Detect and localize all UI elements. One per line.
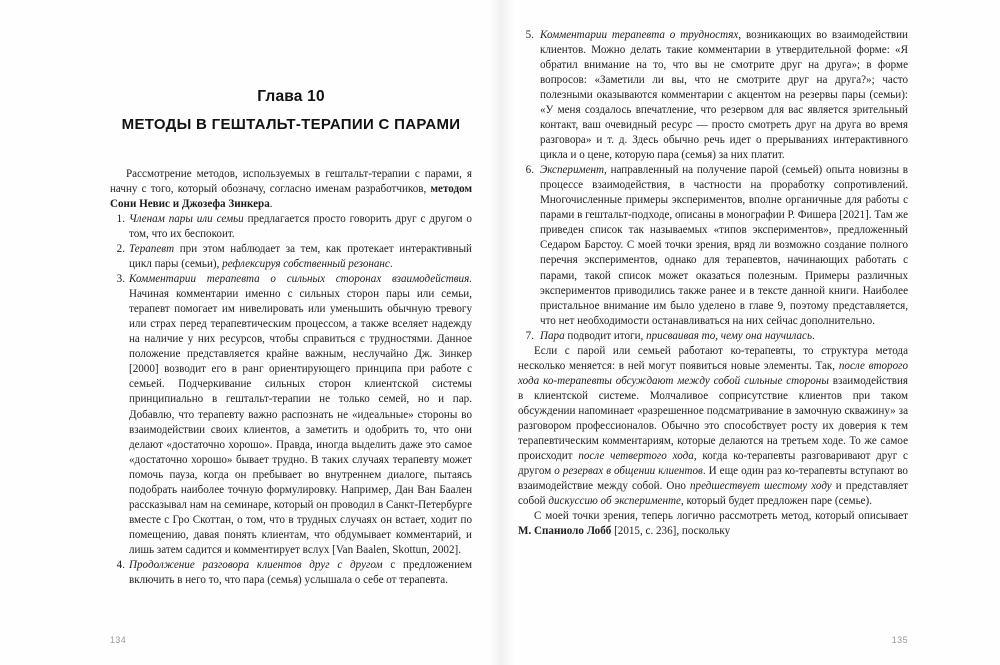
- list-item-lead: Комментарии терапевта о трудностях: [540, 29, 739, 41]
- list-item-lead: Эксперимент: [540, 164, 605, 177]
- left-method-list: [110, 212, 472, 588]
- intro-text-part2: .: [269, 198, 273, 211]
- list-item-number: 7.: [525, 329, 534, 342]
- chapter-number: Глава 10: [257, 88, 325, 105]
- list-item-lead: Терапевт: [129, 243, 175, 256]
- list-item-body: Начиная комментарии именно с сильных сторон пары или семьи, терапевт помогает им нивелировать или уменьшить обычную тревогу или страх перед терапевтическим процессом, а также вселяет надежду на наличие у них ресурсов, чтобы справиться с трудностями. Данное положение представляется крайне важным, неслучайно Дж. Зинкер [2000] возводит его в ранг ориентирующего принципа при работе с семьей. Подчеркивание сильных сторон клиентской системы принципиально в гештальт-терапии не только семей, но и пар. Добавлю, что терапевту важно распознать не «идеальные» стороны во взаимодействии своих клиентов, а заметить и одобрить то, что они делают «достаточно хорошо». Правда, иногда выделить даже это самое «достаточно хорошо» бывает трудно. В таких случаях терапевту может помочь пауза, когда он пребывает во внутреннем диалоге, пытаясь подобрать наиболее точную формулировку. Например, Дан Ван Баален рассказывал нам на семинаре, который он проводил в Санкт-Петербурге вместе с Гро Скоттан, о том, что в трудных случаях он встает, ходит по помещению, давая понять клиентам, что обдумывает комментарий, и лишь затем садится и комментирует вслух [Van Baalen, Skottun, 2002].: [129, 288, 472, 556]
- paragraph-co-therapists: [518, 344, 908, 509]
- list-item: [518, 163, 908, 328]
- chapter-title: МЕТОДЫ В ГЕШТАЛЬТ-ТЕРАПИИ С ПАРАМИ: [121, 116, 461, 133]
- list-item-body: подводит итоги,: [564, 329, 647, 342]
- list-item-number: 6.: [525, 164, 534, 177]
- text-run-normal: , когда ко-терапевты разговаривают друг с другом: [518, 449, 908, 477]
- list-item-tail: рефлексируя собственный резонанс: [222, 258, 390, 271]
- text-run-normal: , который будет предложен паре (семье).: [680, 494, 873, 507]
- list-item-lead: Комментарии терапевта о сильных сторонах взаимодействия.: [129, 273, 472, 286]
- page-number-left: 134: [110, 635, 127, 645]
- list-item-number: 2.: [116, 243, 125, 256]
- text-run-bold: М. Спаниоло Лобб: [518, 525, 612, 538]
- text-run-normal: С моей точки зрения, теперь логично рассмотреть метод, который описывает: [534, 510, 908, 522]
- list-item-tail: присваивая то, чему она научилась: [646, 329, 813, 342]
- right-page: [500, 0, 1000, 665]
- list-item: [110, 212, 472, 242]
- list-item-body: предлагается просто говорить друг с другом о том, что их беспокоит.: [129, 213, 472, 241]
- text-run-normal: [2015, с. 236], поскольку: [611, 525, 731, 538]
- text-run-normal: взаимодействия в клиентской системе. Молчаливое соприсутствие клиентов при таком обсуждении напоминает «разрешенное подсматривание в замочную скважину» за разговором профессионалов. Обычно это способствует росту их доверия к тем терапевтическим комментариям, которые делаются на третьем ходе. То же самое происходит: [518, 374, 908, 462]
- text-run-italic: дискуссию об эксперименте: [548, 494, 681, 507]
- intro-method-name: методом Сони Невис и Джозефа Зинкера: [110, 183, 472, 211]
- list-item-number: 1.: [116, 213, 125, 226]
- list-item-body: с предложением включить в него то, что пара (семья) услышала о себе от терапевта.: [129, 558, 472, 586]
- list-item: [110, 272, 472, 558]
- page-number-right: 135: [891, 635, 908, 645]
- right-method-list: [518, 28, 908, 344]
- text-run-italic: после четвертого хода: [578, 449, 694, 462]
- text-run-italic: после второго хода ко-терапевты обсуждают между собой сильные стороны: [518, 359, 909, 387]
- list-item: [110, 242, 472, 272]
- list-item-lead: Членам пары или семьи: [129, 213, 244, 226]
- text-run-normal: . И еще один раз ко-терапевты вступают во взаимодействие между собой. Оно: [518, 464, 908, 492]
- list-item-body: при этом наблюдает за тем, как протекает интерактивный цикл пары (семьи),: [129, 243, 472, 271]
- list-item-number: 4.: [116, 558, 125, 571]
- text-run-italic: о резервах в общении клиентов: [554, 464, 703, 477]
- paragraph-spagnuolo-lobb: [518, 509, 908, 539]
- text-run-normal: и представляет собой: [518, 479, 908, 507]
- list-item-lead: Продолжение разговора клиентов друг с другом: [129, 558, 383, 571]
- intro-paragraph: [110, 167, 472, 212]
- text-run-italic: предшествует шестому ходу: [689, 479, 832, 492]
- intro-text-part1: Рассмотрение методов, используемых в гештальт-терапии с парами, я начну с того, который обозначу, согласно именам разработчиков,: [110, 168, 472, 196]
- list-item-tail-end: .: [812, 329, 815, 342]
- chapter-heading: [110, 88, 472, 133]
- list-item-number: 5.: [525, 29, 534, 41]
- list-item-body: , возникающих во взаимодействии клиентов. Можно делать такие комментарии в утвердительной форме: «Я обратил внимание на то, что вы не смотрите друг на друга»; в форме вопросов: «Заметили ли вы, что не смотрите друг на друга?»; часто полезными оказываются комментарии с акцентом на резервы пары (семьи): «У меня создалось впечатление, что резервом для вас является зрительный контакт, ваш очевидный ресурс — просто смотреть друг на друга во время разговора» и т. д. Здесь обычно речь идет о прерываниях интерактивного цикла и о цене, которую пара (семья) за них платит.: [540, 29, 908, 162]
- list-item-number: 3.: [116, 273, 125, 286]
- list-item-tail-end: .: [389, 258, 393, 271]
- list-item: [518, 28, 908, 163]
- text-run-normal: Если с парой или семьей работают ко-терапевты, то структура метода несколько меняется: в ней могут появиться новые элементы. Так,: [518, 344, 908, 372]
- list-item: [110, 558, 472, 588]
- list-item-body: , направленный на получение парой (семьей) опыта новизны в процессе взаимодействия, в частности на проработку сопротивлений. Многочисленные примеры экспериментов, вполне органичные для работы с парами в гештальт-подходе, описаны в монографии Р. Фишера [2021]. Там же приведен список так называемых «типов экспериментов», предложенный Седаром Барстоу. С моей точки зрения, вряд ли возможно создание полного перечня экспериментов, однако для терапевтов, начинающих работать с парами, такой список может оказаться полезным. Примеры различных экспериментов приводились также ранее и в тексте данной книги. Наиболее пристальное внимание им было уделено в главе 9, поэтому представляется, что нет необходимости останавливаться на них сейчас дополнительно.: [540, 164, 908, 327]
- list-item-lead: Пара: [540, 329, 565, 342]
- list-item: [518, 329, 908, 344]
